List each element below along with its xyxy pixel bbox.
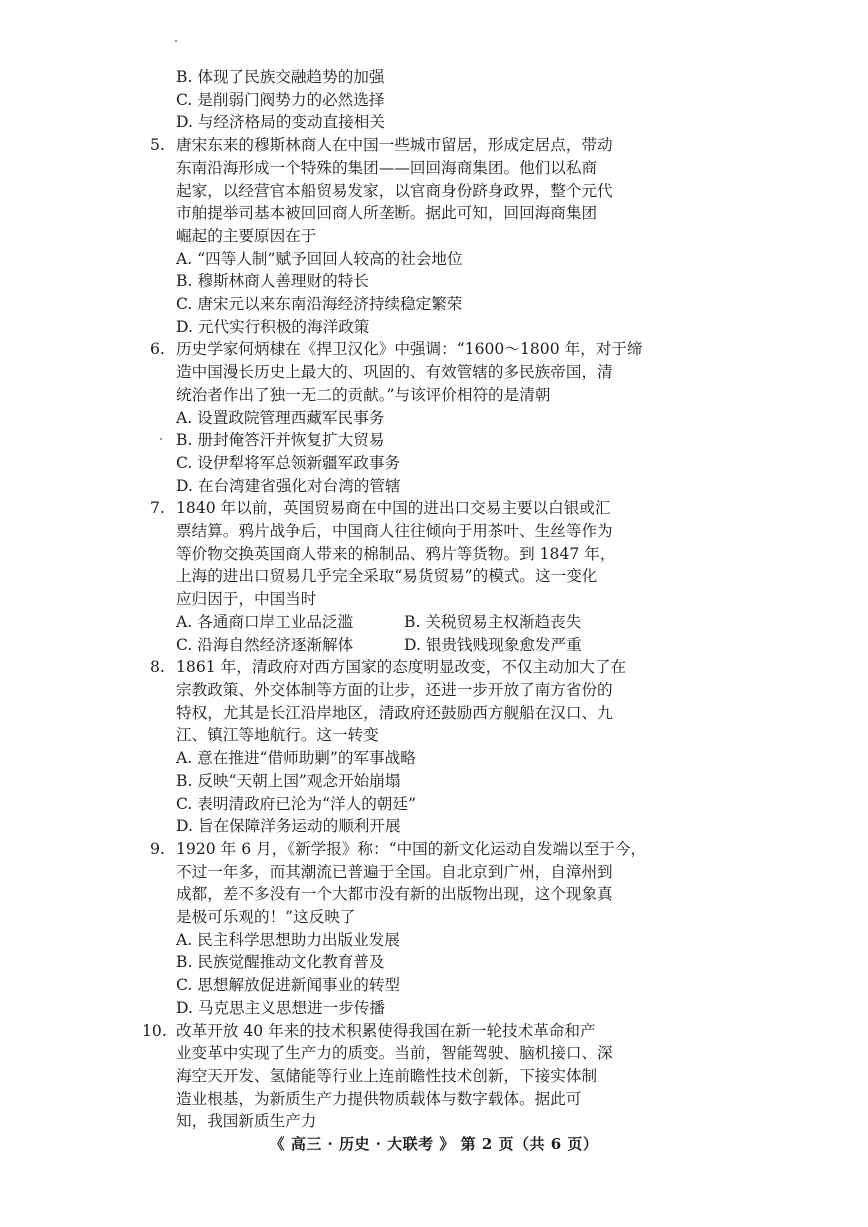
question-text-line: 唐宋东来的穆斯林商人在中国一些城市留居，形成定居点，带动: [176, 136, 613, 155]
question-text-line: 上海的进出口贸易几乎完全采取“易货贸易”的模式。这一变化: [176, 567, 598, 586]
question-text-line: 1840 年以前，英国贸易商在中国的进出口交易主要以白银或汇: [176, 499, 611, 518]
question-text-line: 票结算。鸦片战争后，中国商人往往倾向于用茶叶、生丝等作为: [176, 522, 613, 541]
option-b: B. 体现了民族交融趋势的加强: [176, 68, 385, 86]
question-text-line: 造业根基，为新质生产力提供物质载体与数字载体。据此可: [176, 1089, 582, 1108]
question-text-line: 江、镇江等地航行。这一转变: [176, 726, 379, 745]
option-d: D. 在台湾建省强化对台湾的管辖: [176, 476, 401, 495]
question-text-line: 等价物交换英国商人带来的棉制品、鸦片等货物。到 1847 年，: [176, 544, 616, 563]
option-a: A. 民主科学思想助力出版业发展: [176, 930, 400, 949]
question-text-line: 业变革中实现了生产力的质变。当前，智能驾驶、脑机接口、深: [176, 1044, 613, 1063]
question-text-line: 市舶提举司基本被回回商人所垄断。据此可知，回回海商集团: [176, 204, 598, 223]
option-d: D. 旨在保障洋务运动的顺利开展: [176, 817, 401, 836]
question-text-line: 统治者作出了独一无二的贡献。”与该评价相符的是清朝: [176, 385, 551, 404]
question-text-line: 造中国漫长历史上最大的、巩固的、有效管辖的多民族帝国，清: [176, 363, 613, 382]
question-text-line: 成都，差不多没有一个大都市没有新的出版物出现，这个现象真: [176, 885, 613, 904]
question-text-line: 1920 年 6 月，《新学报》称：“中国的新文化运动自发端以至于今，: [176, 839, 647, 858]
question-number: 10.: [142, 1021, 167, 1040]
option-c: C. 沿海自然经济逐渐解体: [176, 635, 354, 654]
question-text-line: 应归因于，中国当时: [176, 590, 317, 609]
question-5: [150, 134, 680, 338]
question-text-line: 起家，以经营官本船贸易发家，以官商身份跻身政界，整个元代: [176, 181, 613, 200]
question-number: 6.: [150, 340, 165, 359]
option-a: A. 意在推进“借师助剿”的军事战略: [176, 749, 416, 768]
option-d: D. 马克思主义思想进一步传播: [176, 998, 385, 1017]
option-b: B. 反映“天朝上国”观念开始崩塌: [176, 771, 401, 790]
question-text-line: 改革开放 40 年来的技术积累使得我国在新一轮技术革命和产: [176, 1021, 596, 1040]
page-footer: 《 高三 · 历史 · 大联考 》 第 2 页（共 6 页）: [269, 1135, 599, 1153]
option-a: A. 设置政院管理西藏军民事务: [176, 408, 385, 427]
question-text-line: 崛起的主要原因在于: [176, 226, 317, 245]
option-c: C. 是削弱门阀势力的必然选择: [176, 90, 385, 109]
option-b: B. 民族觉醒推动文化教育普及: [176, 953, 385, 972]
option-b: B. 穆斯林商人善理财的特长: [176, 272, 369, 291]
page-content: [142, 66, 680, 1133]
option-c: C. 唐宋元以来东南沿海经济持续稳定繁荣: [176, 295, 463, 314]
question-text-line: 是极可乐观的！”这反映了: [176, 908, 356, 927]
question-10: [142, 1020, 680, 1134]
question-text-line: 历史学家何炳棣在《捍卫汉化》中强调：“1600～1800 年，对于缔: [176, 340, 643, 359]
option-d: D. 元代实行积极的海洋政策: [176, 317, 370, 336]
option-d: D. 银贵钱贱现象愈发严重: [404, 635, 582, 654]
option-c: C. 思想解放促进新闻事业的转型: [176, 976, 401, 995]
question-text-line: 东南沿海形成一个特殊的集团——回回海商集团。他们以私商: [176, 158, 598, 177]
option-b: B. 关税贸易主权渐趋丧失: [404, 612, 582, 631]
question-text-line: 知，我国新质生产力: [176, 1112, 317, 1131]
question-text-line: 1861 年，清政府对西方国家的态度明显改变，不仅主动加大了在: [176, 658, 627, 677]
prev-question-options: [150, 66, 680, 134]
scan-speck: [175, 40, 177, 42]
question-8: [150, 656, 680, 838]
question-6: [150, 338, 680, 497]
question-text-line: 不过一年多，而其潮流已普遍于全国。自北京到广州，自漳州到: [176, 862, 613, 881]
question-9: [150, 838, 680, 1020]
option-row: [150, 634, 680, 657]
question-number: 7.: [150, 499, 165, 518]
question-text-line: 特权，尤其是长江沿岸地区，清政府还鼓励西方舰船在汉口、九: [176, 703, 613, 722]
question-text-line: 宗教政策、外交体制等方面的让步，还进一步开放了南方省份的: [176, 680, 613, 699]
option-d: D. 与经济格局的变动直接相关: [176, 113, 385, 132]
question-text-line: 海空天开发、氢储能等行业上连前瞻性技术创新，下接实体制: [176, 1066, 598, 1085]
question-number: 8.: [150, 658, 165, 677]
option-c: C. 设伊犁将军总领新疆军政事务: [176, 453, 401, 472]
question-number: 5.: [150, 136, 165, 155]
option-a: A. 各通商口岸工业品泛滥: [176, 612, 354, 631]
question-7: [150, 497, 680, 656]
question-number: 9.: [150, 839, 165, 858]
option-b: B. 册封俺答汗并恢复扩大贸易: [176, 431, 385, 450]
option-c: C. 表明清政府已沦为“洋人的朝廷”: [176, 794, 416, 813]
option-row: [150, 611, 680, 634]
option-a: A. “四等人制”赋予回回人较高的社会地位: [176, 249, 463, 268]
